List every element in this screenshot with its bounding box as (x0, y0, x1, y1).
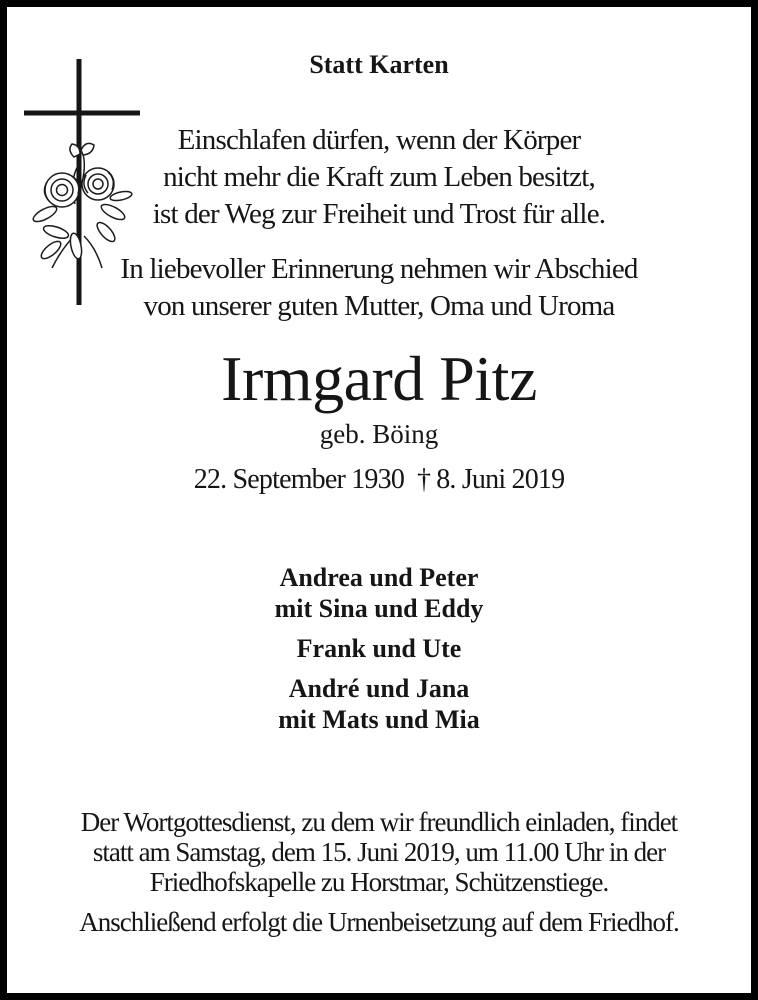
mourner-group-1 (0, 562, 758, 624)
dagger-symbol: † (417, 464, 431, 495)
mourner-group-3 (0, 673, 758, 735)
intro-line-2: von unserer guten Mutter, Oma und Uroma (143, 290, 615, 322)
farewell-intro (0, 251, 758, 325)
header-statt-karten: Statt Karten (309, 50, 449, 79)
poem-line-2: nicht mehr die Kraft zum Leben besitzt, (163, 161, 595, 193)
mourner-line: André und Jana (288, 674, 470, 703)
death-date: 8. Juni 2019 (436, 464, 565, 495)
service-line-1: Der Wortgottesdienst, zu dem wir freundlich einladen, findet (80, 807, 678, 837)
mourner-line: Frank und Ute (296, 634, 462, 663)
deceased-name: Irmgard Pitz (221, 343, 537, 414)
maiden-name: geb. Böing (319, 419, 439, 449)
poem-line-1: Einschlafen dürfen, wenn der Körper (177, 124, 581, 156)
intro-line-1: In liebevoller Erinnerung nehmen wir Abschied (120, 253, 638, 285)
service-line-2: statt am Samstag, dem 15. Juni 2019, um 11.00 Uhr in der (92, 837, 666, 867)
mourners-list (0, 562, 758, 735)
mourner-group-2 (0, 633, 758, 664)
mourner-line: mit Sina und Eddy (274, 594, 484, 623)
memorial-poem (0, 122, 758, 233)
birth-date: 22. September 1930 (193, 464, 405, 495)
burial-note: Anschließend erfolgt die Urnenbeisetzung auf dem Friedhof. (79, 907, 679, 937)
service-line-3: Friedhofskapelle zu Horstmar, Schützenstiege. (149, 867, 609, 897)
mourner-line: mit Mats und Mia (278, 705, 480, 734)
life-dates (0, 464, 758, 496)
mourner-line: Andrea und Peter (279, 563, 479, 592)
service-announcement (0, 807, 758, 897)
poem-line-3: ist der Weg zur Freiheit und Trost für alle. (152, 198, 606, 230)
